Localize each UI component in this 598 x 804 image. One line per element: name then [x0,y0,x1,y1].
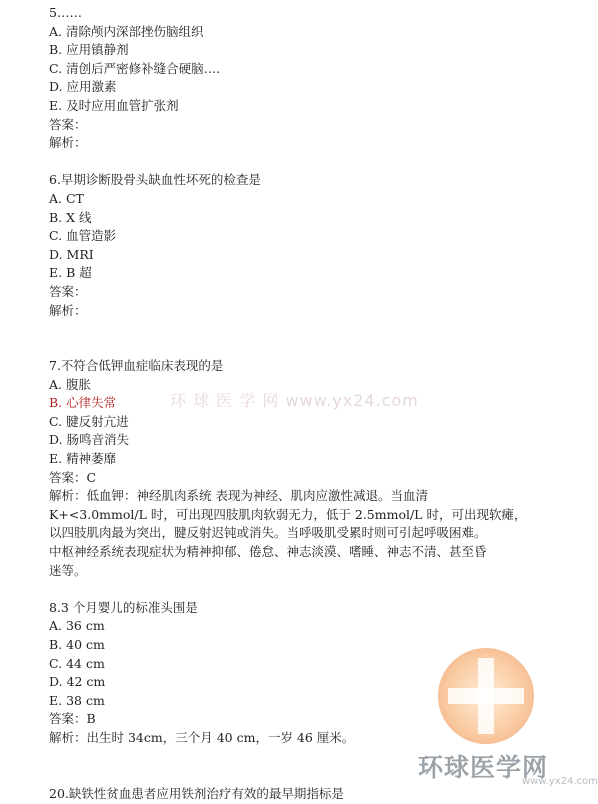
option: A. 36 cm [49,618,105,634]
option: B. 应用镇静剂 [49,42,129,58]
option: B. 40 cm [49,637,105,652]
answer-label: 答案： [49,116,87,132]
analysis-text: K+<3.0mmol/L 时，可出现四肢肌肉软弱无力，低于 2.5mmol/L 时，可出现软瘫， [49,506,527,522]
option: B. X 线 [49,209,92,225]
question-7-title: 7.不符合低钾血症临床表现的是 [49,358,224,374]
option: C. 血管造影 [49,228,117,244]
analysis-text: 解析：出生时 34cm，三个月 40 cm，一岁 46 厘米。 [49,729,355,745]
cross-bar-horizontal [448,688,524,704]
option: C. 44 cm [49,655,105,671]
brand-name: 环球医学网 [418,753,549,782]
question-6-title: 6.早期诊断股骨头缺血性坏死的检查是 [49,172,261,188]
option-highlighted: B. 心律失常 [49,395,117,411]
analysis-text: 中枢神经系统表现症状为精神抑郁、倦怠、神志淡漠、嗜睡、神志不清、甚至昏 [49,544,487,560]
analysis-text: 以四肢肌肉最为突出，腱反射迟钝或消失。当呼吸肌受累时则可引起呼吸困难。 [49,525,487,541]
option: E. 及时应用血管扩张剂 [49,97,179,113]
option: E. 精神萎靡 [49,451,117,467]
option: E. 38 cm [49,692,105,708]
analysis-label: 解析： [49,302,87,318]
option: D. 42 cm [49,674,106,690]
option: E. B 超 [49,265,92,281]
option: D. MRI [49,246,94,262]
option: D. 肠鸣音消失 [49,432,130,448]
option: C. 腱反射亢进 [49,413,129,429]
question-20-title: 20.缺铁性贫血患者应用铁剂治疗有效的最早期指标是 [49,785,344,801]
analysis-text: 迷等。 [49,562,87,578]
option: A. 清除颅内深部挫伤脑组织 [49,23,204,39]
question-5-heading: 5…… [49,5,82,20]
answer-label: 答案：C [49,469,97,485]
option: D. 应用激素 [49,79,117,95]
analysis-label: 解析： [49,135,87,151]
answer-label: 答案：B [49,711,96,727]
watermark-text: 环 球 医 学 网 www.yx24.com [170,391,419,410]
answer-label: 答案： [49,283,87,299]
option: A. 腹胀 [49,376,91,392]
brand-url: www.yx24.com [522,776,598,787]
option: C. 清创后严密修补缝合硬脑…. [49,60,221,76]
analysis-text: 解析：低血钾：神经肌肉系统 表现为神经、肌肉应激性减退。当血清 [49,488,428,504]
question-8-title: 8.3 个月婴儿的标准头围是 [49,599,198,615]
option: A. CT [49,190,84,206]
